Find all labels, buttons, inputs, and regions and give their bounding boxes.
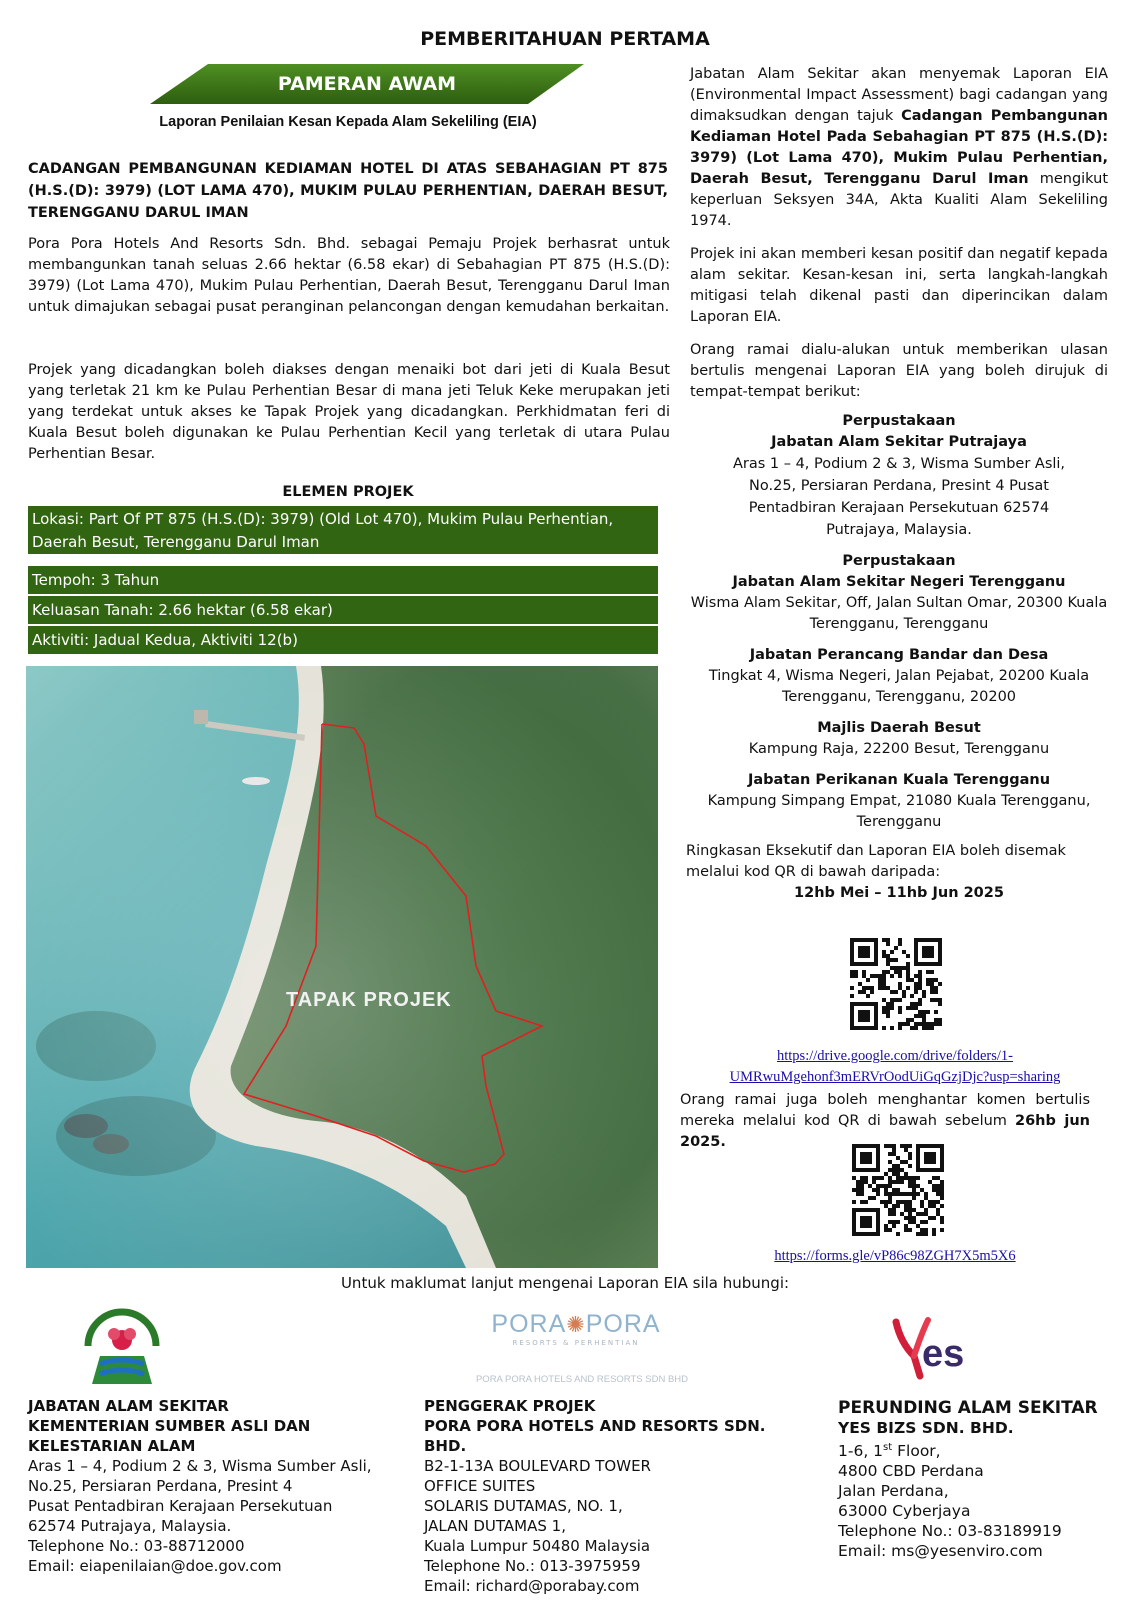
doe-name-3: KELESTARIAN ALAM xyxy=(28,1437,196,1455)
place-5-address: Kampung Simpang Empat, 21080 Kuala Terengganu, Terengganu xyxy=(707,793,1091,830)
place-1 xyxy=(690,411,1108,541)
doe-line: No.25, Persiaran Perdana, Presint 4 xyxy=(28,1477,293,1495)
doe-logo-icon xyxy=(78,1306,166,1392)
review-paragraph xyxy=(690,64,1108,232)
invite-paragraph: Orang ramai dialu-alukan untuk memberikan ulasan bertulis mengenai Laporan EIA yang boleh dirujuk di tempat-tempat berikut: xyxy=(690,342,1108,400)
project-heading: CADANGAN PEMBANGUNAN KEDIAMAN HOTEL DI ATAS SEBAHAGIAN PT 875 (H.S.(D): 3979) (LOT LAMA 470), MUKIM PULAU PERHENTIAN, DAERAH BESUT, TERENGGANU DARUL IMAN xyxy=(28,161,668,221)
pora-wordmark xyxy=(486,1310,666,1339)
consultant-floor-a: 1-6, 1 xyxy=(838,1442,884,1461)
element-area: Keluasan Tanah: 2.66 hektar (6.58 ekar) xyxy=(28,596,658,626)
consultant-floor-sup: st xyxy=(883,1442,893,1453)
consultant-floor xyxy=(838,1438,1118,1461)
report-subtitle: Laporan Penilaian Kesan Kepada Alam Sekeliling (EIA) xyxy=(159,114,537,130)
site-label: TAPAK PROJEK xyxy=(286,989,452,1011)
place-2-title2: Jabatan Alam Sekitar Negeri Terengganu xyxy=(732,574,1066,590)
pora-tagline: RESORTS & PERHENTIAN xyxy=(512,1339,640,1347)
proponent-phone: Telephone No.: 013-3975959 xyxy=(424,1557,641,1575)
doe-contact xyxy=(28,1396,388,1576)
place-4 xyxy=(690,718,1108,760)
doe-email: Email: eiapenilaian@doe.gov.com xyxy=(28,1557,282,1575)
comment-deadline: 26hb jun 2025 xyxy=(680,1113,1090,1150)
consultant-contact xyxy=(838,1398,1118,1561)
place-3 xyxy=(690,645,1108,708)
proponent-line: B2-1-13A BOULEVARD TOWER xyxy=(424,1457,651,1475)
comment-text-b: . xyxy=(720,1134,726,1150)
pora-logo xyxy=(486,1310,666,1347)
report-link[interactable]: https://drive.google.com/drive/folders/1-UMRwuMgehonf3mERVrOodUiGqGzjDjc?usp=sharing xyxy=(729,1048,1061,1085)
place-1-address: Aras 1 – 4, Podium 2 & 3, Wisma Sumber Asli, No.25, Persiaran Perdana, Presint 4 Pusat Pentadbiran Kerajaan Persekutuan 62574 Putrajaya, Malaysia. xyxy=(732,456,1066,538)
place-5-title: Jabatan Perikanan Kuala Terengganu xyxy=(747,772,1051,788)
doe-name-1: JABATAN ALAM SEKITAR xyxy=(28,1397,229,1415)
proponent-email: Email: richard@porabay.com xyxy=(424,1577,640,1595)
proponent-label: PENGGERAK PROJEK xyxy=(424,1397,596,1415)
consultant-label: PERUNDING ALAM SEKITAR xyxy=(838,1398,1098,1418)
intro-paragraph: Pora Pora Hotels And Resorts Sdn. Bhd. sebagai Pemaju Projek berhasrat untuk membangunkan tanah seluas 2.66 hektar (6.58 ekar) di Sebahagian PT 875 (H.S.(D): 3979) (Lot Lama 470), Mukim Pulau Perhentian, Daerah Besut, Terengganu Darul Iman untuk dimajukan sebagai pusat peranginan pelancongan dengan kemudahan berkaitan. xyxy=(28,236,670,315)
consultant-line: Jalan Perdana, xyxy=(838,1482,949,1501)
banner-label: PAMERAN AWAM xyxy=(277,73,457,95)
doe-line: Pusat Pentadbiran Kerajaan Persekutuan xyxy=(28,1497,333,1515)
place-1-title1: Perpustakaan xyxy=(842,413,956,429)
place-4-title: Majlis Daerah Besut xyxy=(817,720,981,736)
consultant-floor-b: Floor, xyxy=(892,1442,941,1461)
place-2 xyxy=(690,551,1108,635)
pora-word-1: PORA xyxy=(491,1310,567,1338)
consultant-phone: Telephone No.: 03-83189919 xyxy=(838,1522,1062,1541)
proponent-line: OFFICE SUITES xyxy=(424,1477,536,1495)
place-3-address: Tingkat 4, Wisma Negeri, Jalan Pejabat, 20200 Kuala Terengganu, Terengganu, 20200 xyxy=(708,668,1090,705)
right-column xyxy=(686,64,1109,904)
qr-code-report[interactable] xyxy=(850,938,942,1030)
place-5 xyxy=(690,770,1108,833)
summary-paragraph: Ringkasan Eksekutif dan Laporan EIA boleh disemak melalui kod QR di bawah daripada: xyxy=(686,843,1066,880)
contact-line: Untuk maklumat lanjut mengenai Laporan EIA sila hubungi: xyxy=(340,1274,790,1292)
comments-form-link[interactable]: https://forms.gle/vP86c98ZGH7X5m5X6 xyxy=(774,1248,1016,1264)
consultant-line: 63000 Cyberjaya xyxy=(838,1502,971,1521)
doe-phone: Telephone No.: 03-88712000 xyxy=(28,1537,245,1555)
review-text-b: mengikut keperluan Seksyen 34A, Akta Kualiti Alam Sekeliling 1974. xyxy=(690,171,1109,229)
consultant-line: 4800 CBD Perdana xyxy=(838,1462,984,1481)
proponent-line: Kuala Lumpur 50480 Malaysia xyxy=(424,1537,651,1555)
sun-icon: ✺ xyxy=(566,1312,586,1337)
element-location: Lokasi: Part Of PT 875 (H.S.(D): 3979) (Old Lot 470), Mukim Pulau Perhentian, Daerah Besut, Terengganu Darul Iman xyxy=(28,506,658,556)
yes-logo xyxy=(892,1316,992,1386)
doe-line: Aras 1 – 4, Podium 2 & 3, Wisma Sumber Asli, xyxy=(28,1457,372,1475)
consultant-name: YES BIZS SDN. BHD. xyxy=(838,1419,1014,1437)
proponent-line: JALAN DUTAMAS 1, xyxy=(424,1517,566,1535)
elements-title: ELEMEN PROJEK xyxy=(282,484,414,500)
doe-line: 62574 Putrajaya, Malaysia. xyxy=(28,1517,232,1535)
page-title: PEMBERITAHUAN PERTAMA xyxy=(420,28,710,50)
exhibition-dates: 12hb Mei – 11hb Jun 2025 xyxy=(794,885,1004,901)
proponent-name: PORA PORA HOTELS AND RESORTS SDN. BHD. xyxy=(424,1417,766,1455)
pora-word-2: PORA xyxy=(585,1310,661,1338)
proponent-line: SOLARIS DUTAMAS, NO. 1, xyxy=(424,1497,623,1515)
place-1-title2: Jabatan Alam Sekitar Putrajaya xyxy=(771,434,1027,450)
element-activity: Aktiviti: Jadual Kedua, Aktiviti 12(b) xyxy=(28,626,658,656)
qr-code-comments[interactable] xyxy=(852,1144,944,1236)
yes-wordmark: es xyxy=(922,1333,965,1375)
impact-paragraph: Projek ini akan memberi kesan positif dan negatif kepada alam sekitar. Kesan-kesan ini, serta langkah-langkah mitigasi telah dikenal pasti dan diperincikan dalam Laporan EIA. xyxy=(690,246,1108,325)
element-duration: Tempoh: 3 Tahun xyxy=(28,566,658,596)
pora-company-caption: PORA PORA HOTELS AND RESORTS SDN BHD xyxy=(475,1374,689,1385)
place-4-address: Kampung Raja, 22200 Besut, Terengganu xyxy=(748,741,1050,757)
review-text-bold: Cadangan Pembangunan Kediaman Hotel Pada Sebahagian PT 875 (H.S.(D): 3979) (Lot Lama 470), Mukim Pulau Perhentian, Daerah Besut, Terengganu Darul Iman xyxy=(690,108,1108,187)
access-paragraph: Projek yang dicadangkan boleh diakses dengan menaiki bot dari jeti di Kuala Besut yang terletak 21 km ke Pulau Perhentian Besar di mana jeti Teluk Keke merupakan jeti yang terdekat untuk akses ke Tapak Projek yang dicadangkan. Perkhidmatan feri di Kuala Besut boleh digunakan ke Pulau Perhentian Kecil yang terletak di utara Pulau Perhentian Besar. xyxy=(28,362,670,462)
proponent-contact xyxy=(424,1396,804,1596)
comment-text-a: Orang ramai juga boleh menghantar komen bertulis mereka melalui kod QR di bawah sebelum xyxy=(680,1092,1090,1129)
aerial-site-photo xyxy=(26,666,658,1268)
doe-name-2: KEMENTERIAN SUMBER ASLI DAN xyxy=(28,1417,311,1435)
exhibition-banner xyxy=(150,64,584,104)
review-text-a: Jabatan Alam Sekitar akan menyemak Laporan EIA (Environmental Impact Assessment) bagi cadangan yang dimaksudkan dengan tajuk xyxy=(690,66,1108,124)
place-3-title: Jabatan Perancang Bandar dan Desa xyxy=(749,647,1049,663)
consultant-email: Email: ms@yesenviro.com xyxy=(838,1542,1043,1561)
place-2-title1: Perpustakaan xyxy=(842,553,956,569)
place-2-address: Wisma Alam Sekitar, Off, Jalan Sultan Omar, 20300 Kuala Terengganu, Terengganu xyxy=(690,595,1108,632)
